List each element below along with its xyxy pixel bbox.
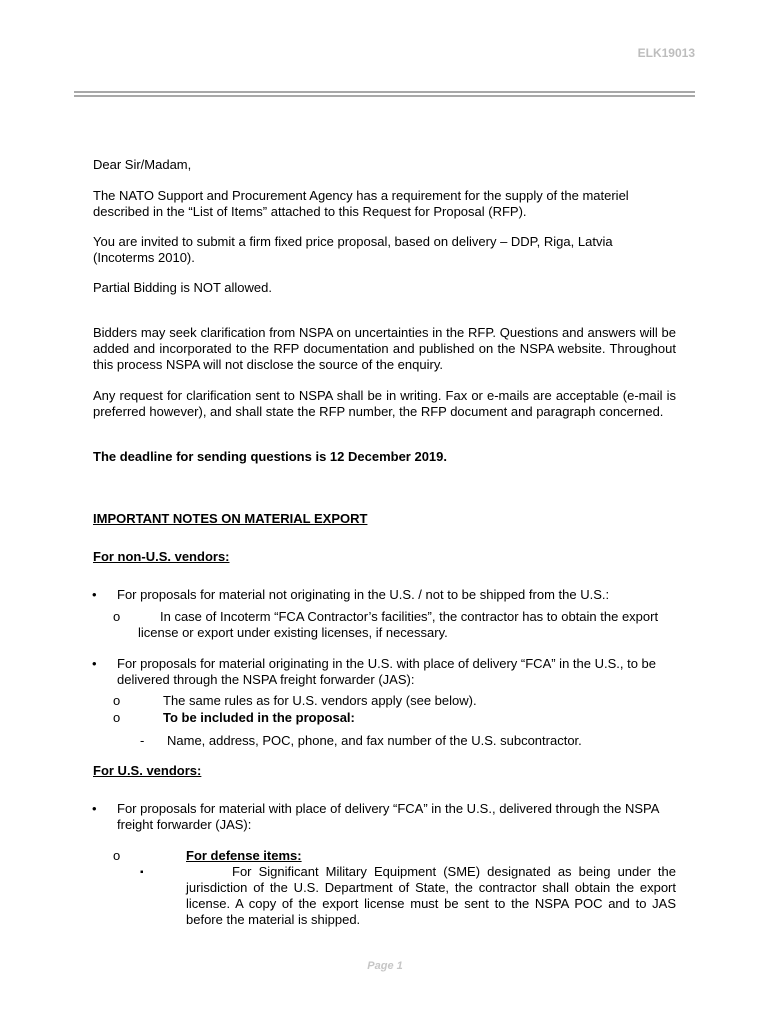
non-us-bullet-2: For proposals for material originating in the U.S. with place of delivery “FCA” in the U.S., to be delivered through the NSPA freight forwarder (JAS):: [117, 656, 657, 687]
deadline-statement: The deadline for sending questions is 12 December 2019.: [93, 449, 448, 464]
circle-bullet-icon: o: [113, 693, 121, 708]
us-bullet-1: For proposals for material with place of delivery “FCA” in the U.S., delivered through the NSPA freight forwarder (JAS):: [117, 801, 659, 832]
salutation: Dear Sir/Madam,: [93, 157, 192, 172]
intro-paragraph: The NATO Support and Procurement Agency has a requirement for the supply of the materiel described in the “List of Items” attached to this Request for Proposal (RFP).: [93, 188, 629, 219]
bullet-icon: •: [92, 587, 97, 602]
bullet-icon: •: [92, 801, 97, 816]
sme-export-license-item: For Significant Military Equipment (SME) designated as being under the jurisdiction of the U.S. Department of State, the contractor shall obtain the export license. A copy of the export license must be sent to the NSPA POC and to JAS before the material is shipped.: [186, 864, 676, 927]
export-notes-heading: IMPORTANT NOTES ON MATERIAL EXPORT: [93, 511, 368, 526]
non-us-bullet-1-sub-1: In case of Incoterm “FCA Contractor’s facilities”, the contractor has to obtain the export license or export under existing licenses, if necessary.: [138, 609, 659, 640]
circle-bullet-icon: o: [113, 710, 121, 725]
written-request-paragraph: Any request for clarification sent to NSPA shall be in writing. Fax or e-mails are acceptable (e-mail is preferred however), and shall state the RFP number, the RFP document and paragraph concerned.: [93, 388, 676, 419]
header-rule-bottom: [74, 95, 695, 97]
clarification-paragraph: Bidders may seek clarification from NSPA on uncertainties in the RFP. Questions and answers will be added and incorporated to the RFP documentation and published on the NSPA website. Throughout this process NSPA will not disclose the source of the enquiry.: [93, 325, 676, 372]
header-rule-top: [74, 91, 695, 93]
circle-bullet-icon: o: [113, 609, 121, 624]
dash-bullet-icon: -: [140, 733, 145, 748]
non-us-bullet-2-sub-2: To be included in the proposal:: [163, 710, 355, 725]
subcontractor-info-item: Name, address, POC, phone, and fax number of the U.S. subcontractor.: [167, 733, 582, 748]
page-number: Page 1: [367, 960, 403, 972]
defense-items-heading: For defense items:: [186, 848, 302, 863]
circle-bullet-icon: o: [113, 848, 121, 863]
square-bullet-icon: ▪: [140, 867, 144, 878]
non-us-vendors-heading: For non-U.S. vendors:: [93, 549, 230, 564]
pricing-paragraph: You are invited to submit a firm fixed price proposal, based on delivery – DDP, Riga, Latvia (Incoterms 2010).: [93, 234, 613, 265]
partial-bidding-note: Partial Bidding is NOT allowed.: [93, 280, 272, 295]
document-reference: ELK19013: [637, 46, 695, 60]
non-us-bullet-1: For proposals for material not originating in the U.S. / not to be shipped from the U.S.:: [117, 587, 610, 602]
us-vendors-heading: For U.S. vendors:: [93, 763, 202, 778]
non-us-bullet-2-sub-1: The same rules as for U.S. vendors apply (see below).: [163, 693, 477, 708]
bullet-icon: •: [92, 656, 97, 671]
